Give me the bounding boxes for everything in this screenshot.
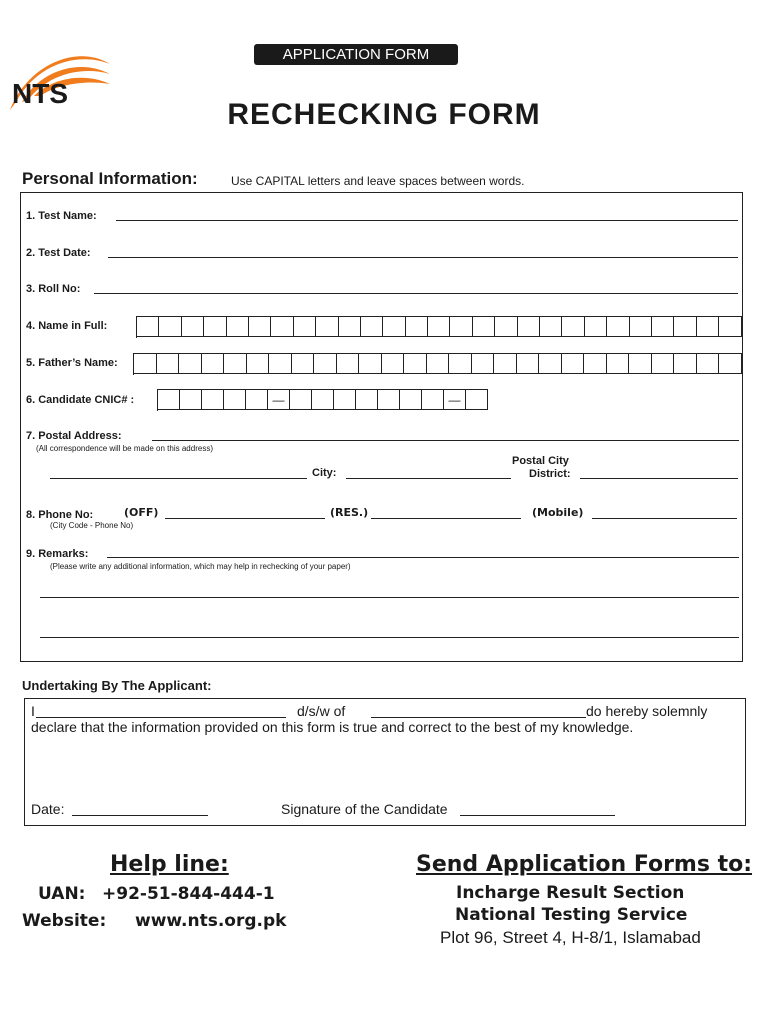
undertaking-declaration: declare that the information provided on this form is true and correct to the best of my knowledge. <box>31 719 634 735</box>
help-line-heading: Help line: <box>110 852 229 877</box>
char-box[interactable] <box>382 353 405 374</box>
district-label: District: <box>529 468 571 480</box>
website-link[interactable]: www.nts.org.pk <box>135 911 287 931</box>
test-date-field[interactable] <box>108 257 738 258</box>
char-box[interactable] <box>137 316 159 337</box>
char-box[interactable] <box>159 316 181 337</box>
char-box[interactable] <box>607 353 630 374</box>
char-box[interactable] <box>406 316 428 337</box>
postal-address-note: (All correspondence will be made on this address) <box>36 444 213 453</box>
uan-value: +92-51-844-444-1 <box>102 884 275 904</box>
char-box[interactable] <box>428 316 450 337</box>
roll-no-field[interactable] <box>94 293 738 294</box>
char-box[interactable] <box>314 353 337 374</box>
postal-address-label: 7. Postal Address: <box>26 430 122 442</box>
undertaking-dsw: d/s/w of <box>297 703 346 719</box>
char-box[interactable] <box>719 316 741 337</box>
off-label: (OFF) <box>124 506 159 519</box>
char-box[interactable] <box>294 316 316 337</box>
remarks-label: 9. Remarks: <box>26 548 89 560</box>
name-full-label: 4. Name in Full: <box>26 320 108 332</box>
undertaking-heading: Undertaking By The Applicant: <box>22 678 212 693</box>
address-line-1: Incharge Result Section <box>456 883 685 903</box>
guardian-name-field[interactable] <box>371 717 586 718</box>
char-box[interactable] <box>337 353 360 374</box>
char-box[interactable] <box>473 316 495 337</box>
undertaking-solemnly: do hereby solemnly <box>586 703 708 719</box>
char-box[interactable] <box>607 316 629 337</box>
char-box[interactable] <box>316 316 338 337</box>
cnic-digit-box[interactable] <box>246 389 268 410</box>
char-box[interactable] <box>562 353 585 374</box>
char-box[interactable] <box>630 316 652 337</box>
date-label: Date: <box>31 801 65 817</box>
char-box[interactable] <box>134 353 157 374</box>
char-box[interactable] <box>271 316 293 337</box>
remarks-field-line-3[interactable] <box>40 637 739 638</box>
char-box[interactable] <box>182 316 204 337</box>
char-box[interactable] <box>562 316 584 337</box>
cnic-digit-box[interactable] <box>378 389 400 410</box>
char-box[interactable] <box>427 353 450 374</box>
char-box[interactable] <box>224 353 247 374</box>
char-box[interactable] <box>204 316 226 337</box>
cnic-digit-box[interactable] <box>356 389 378 410</box>
cnic-digit-box[interactable] <box>422 389 444 410</box>
char-box[interactable] <box>472 353 495 374</box>
father-name-boxes[interactable] <box>133 353 742 375</box>
address-line-2: National Testing Service <box>455 905 688 925</box>
char-box[interactable] <box>719 353 742 374</box>
roll-no-label: 3. Roll No: <box>26 283 81 295</box>
phone-mobile-field[interactable] <box>592 518 737 519</box>
city-field[interactable] <box>346 478 511 479</box>
cnic-digit-box[interactable] <box>180 389 202 410</box>
char-box[interactable] <box>517 353 540 374</box>
test-name-label: 1. Test Name: <box>26 210 97 222</box>
uan-label: UAN: <box>38 884 86 904</box>
char-box[interactable] <box>494 353 517 374</box>
personal-info-box <box>20 192 743 662</box>
cnic-digit-box[interactable] <box>334 389 356 410</box>
char-box[interactable] <box>179 353 202 374</box>
page-title: RECHECKING FORM <box>227 98 541 131</box>
phone-res-field[interactable] <box>371 518 521 519</box>
char-box[interactable] <box>585 316 607 337</box>
cnic-label: 6. Candidate CNIC# : <box>26 394 135 406</box>
cnic-separator: — <box>444 389 466 410</box>
cnic-digit-box[interactable] <box>290 389 312 410</box>
test-date-label: 2. Test Date: <box>26 247 91 259</box>
phone-note: (City Code - Phone No) <box>50 521 134 530</box>
name-full-boxes[interactable] <box>136 316 742 338</box>
char-box[interactable] <box>383 316 405 337</box>
cnic-digit-box[interactable] <box>400 389 422 410</box>
char-box[interactable] <box>539 353 562 374</box>
address-line-2-field[interactable] <box>50 478 307 479</box>
char-box[interactable] <box>269 353 292 374</box>
char-box[interactable] <box>629 353 652 374</box>
char-box[interactable] <box>361 316 383 337</box>
address-line-3: Plot 96, Street 4, H-8/1, Islamabad <box>440 928 701 947</box>
char-box[interactable] <box>518 316 540 337</box>
mobile-label: (Mobile) <box>532 506 584 519</box>
cnic-digit-box[interactable] <box>202 389 224 410</box>
char-box[interactable] <box>697 316 719 337</box>
signature-label: Signature of the Candidate <box>281 801 448 817</box>
char-box[interactable] <box>227 316 249 337</box>
personal-info-hint: Use CAPITAL letters and leave spaces between words. <box>231 174 525 188</box>
remarks-field-line-2[interactable] <box>40 597 739 598</box>
char-box[interactable] <box>404 353 427 374</box>
date-field[interactable] <box>72 815 208 816</box>
char-box[interactable] <box>584 353 607 374</box>
char-box[interactable] <box>249 316 271 337</box>
applicant-name-field[interactable] <box>36 717 286 718</box>
city-label: City: <box>312 467 337 479</box>
personal-info-heading: Personal Information: <box>22 169 198 188</box>
res-label: (RES.) <box>330 506 369 519</box>
cnic-digit-box[interactable] <box>312 389 334 410</box>
char-box[interactable] <box>697 353 720 374</box>
cnic-digit-box[interactable] <box>466 389 488 410</box>
send-forms-heading: Send Application Forms to: <box>416 852 753 877</box>
cnic-digit-box[interactable] <box>158 389 180 410</box>
phone-off-field[interactable] <box>165 518 325 519</box>
char-box[interactable] <box>652 353 675 374</box>
char-box[interactable] <box>540 316 562 337</box>
undertaking-i: I <box>31 703 35 719</box>
logo-text: NTS <box>12 78 68 109</box>
char-box[interactable] <box>674 353 697 374</box>
cnic-separator: — <box>268 389 290 410</box>
signature-field[interactable] <box>460 815 615 816</box>
postal-address-field[interactable] <box>152 440 739 441</box>
char-box[interactable] <box>652 316 674 337</box>
char-box[interactable] <box>674 316 696 337</box>
char-box[interactable] <box>202 353 225 374</box>
phone-label: 8. Phone No: <box>26 509 94 521</box>
remarks-field-line-1[interactable] <box>107 557 739 558</box>
char-box[interactable] <box>450 316 472 337</box>
char-box[interactable] <box>292 353 315 374</box>
char-box[interactable] <box>339 316 361 337</box>
district-field[interactable] <box>580 478 738 479</box>
test-name-field[interactable] <box>116 220 738 221</box>
char-box[interactable] <box>247 353 270 374</box>
postal-city-label: Postal City <box>512 455 569 467</box>
father-name-label: 5. Father’s Name: <box>26 357 118 369</box>
application-form-banner: APPLICATION FORM <box>254 44 458 65</box>
website-label: Website: <box>22 911 107 931</box>
char-box[interactable] <box>495 316 517 337</box>
cnic-boxes[interactable] <box>157 389 488 411</box>
char-box[interactable] <box>359 353 382 374</box>
char-box[interactable] <box>449 353 472 374</box>
cnic-digit-box[interactable] <box>224 389 246 410</box>
remarks-note: (Please write any additional information, which may help in rechecking of your paper) <box>50 562 351 571</box>
char-box[interactable] <box>157 353 180 374</box>
